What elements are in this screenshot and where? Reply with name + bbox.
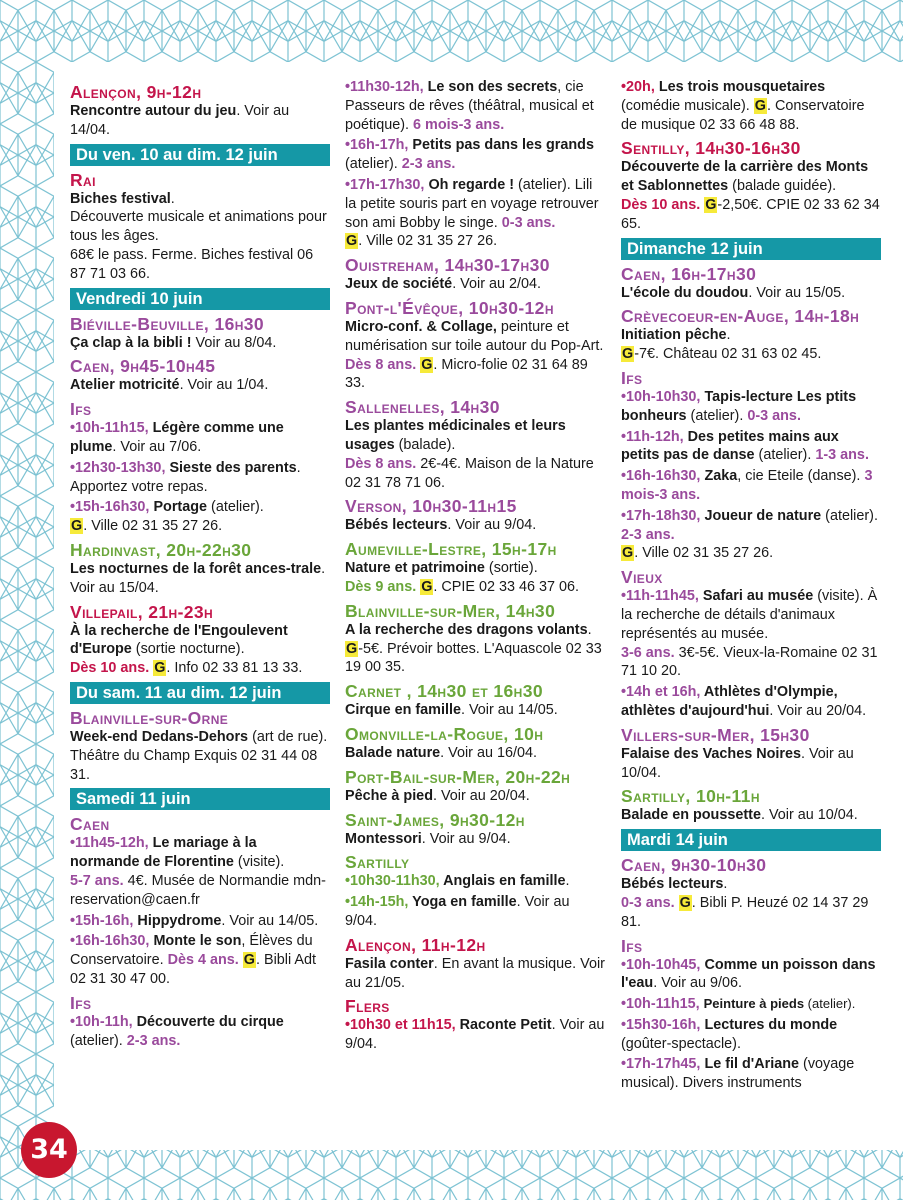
column-2 xyxy=(345,78,605,1056)
date-band: Du ven. 10 au dim. 12 juin xyxy=(70,144,330,166)
column-3 xyxy=(621,78,881,1095)
event-peche-pied: Pêche à pied. Voir au 20/04. xyxy=(345,787,530,804)
place-saint-james: Saint-James, 9h30-12h xyxy=(345,809,525,830)
event-item: •11h30-12h, Le son des secrets, cie Passeurs de rêves (théâtral, musical et poétique). 6 mois-3 ans. xyxy=(345,79,594,133)
event-balade-poussette: Balade en poussette. Voir au 10/04. xyxy=(621,807,858,824)
event-rencontre-jeu: Rencontre autour du jeu. Voir au 14/04. xyxy=(70,103,290,138)
event-ca-clap: Ça clap à la bibli ! Voir au 8/04. xyxy=(70,334,277,351)
event-engoulevent: À la recherche de l'Engoulevent d'Europe (sortie nocturne). Dès 10 ans. G. Info 02 33 81 13 33. xyxy=(70,622,303,677)
place-flers: Flers xyxy=(345,996,390,1017)
place-ifs: Ifs xyxy=(70,992,92,1013)
place-ifs: Ifs xyxy=(621,367,643,388)
event-item: •17h-18h30, Joueur de nature (atelier). 2-3 ans. G. Ville 02 31 35 27 26. xyxy=(621,507,878,562)
event-item: •11h-11h45, Safari au musée (visite). À la recherche de détails d'animaux représentés au musée. 3-6 ans. 3€-5€. Vieux-la-Romaine 02 31 71 10 20. xyxy=(621,588,878,680)
place-verson: Verson, 10h30-11h15 xyxy=(345,496,517,517)
event-atelier-motricite: Atelier motricité. Voir au 1/04. xyxy=(70,377,269,394)
event-balade-nature: Balade nature. Voir au 16/04. xyxy=(345,744,537,761)
place-rai: Rai xyxy=(70,169,96,190)
free-badge: G xyxy=(71,518,83,535)
place-sentilly: Sentilly, 14h30-16h30 xyxy=(621,138,801,159)
event-montessori: Montessori. Voir au 9/04. xyxy=(345,830,511,847)
place-sallenelles: Sallenelles, 14h30 xyxy=(345,397,500,418)
place-caen: Caen xyxy=(70,814,110,835)
event-dragons-volants: A la recherche des dragons volants. G-5€. Prévoir bottes. L'Aquascole 02 33 19 00 35. xyxy=(345,621,602,676)
event-dedans-dehors: Week-end Dedans-Dehors (art de rue). Théâtre du Champ Exquis 02 31 44 08 31. xyxy=(70,728,328,783)
event-item: •10h-11h15, Peinture à pieds (atelier). xyxy=(621,996,856,1013)
place-caen: Caen, 9h30-10h30 xyxy=(621,855,767,876)
event-falaise: Falaise des Vaches Noires. Voir au 10/04. xyxy=(621,745,854,781)
place-pont-leveque: Pont-l'Évêque, 10h30-12h xyxy=(345,297,554,318)
place-blainville-orne: Blainville-sur-Orne xyxy=(70,707,229,728)
place-sartilly: Sartilly, 10h-11h xyxy=(621,786,760,807)
event-item: •16h-16h30, Monte le son, Élèves du Conservatoire. Dès 4 ans. G. Bibli Adt 02 31 30 47 00. xyxy=(70,933,316,987)
event-item: •17h-17h30, Oh regarde ! (atelier). Lili la petite souris part en voyage retrouver son ami Bobby le singe. 0-3 ans. G. Ville 02 31 35 27 26. xyxy=(345,176,599,250)
event-ecole-doudou: L'école du doudou. Voir au 15/05. xyxy=(621,284,846,301)
event-nocturnes: Les nocturnes de la forêt ances-trale. Voir au 15/04. xyxy=(70,560,326,596)
place-ifs: Ifs xyxy=(621,935,643,956)
place-villers: Villers-sur-Mer, 15h30 xyxy=(621,724,810,745)
free-badge: G xyxy=(243,952,255,969)
free-badge: G xyxy=(346,233,358,250)
free-badge: G xyxy=(154,660,166,677)
place-alencon: Alençon, 9h-12h xyxy=(70,82,202,102)
event-item: •15h-16h, Hippydrome. Voir au 14/05. xyxy=(70,912,319,929)
free-badge: G xyxy=(622,545,634,562)
event-bebes-lecteurs: Bébés lecteurs. 0-3 ans. G. Bibli P. Heuzé 02 14 37 29 81. xyxy=(621,876,869,930)
date-band: Du sam. 11 au dim. 12 juin xyxy=(70,682,330,704)
event-nature-patrimoine: Nature et patrimoine (sortie). Dès 9 ans. G. CPIE 02 33 46 37 06. xyxy=(345,560,580,595)
free-badge: G xyxy=(421,356,433,373)
place-portbail: Port-Bail-sur-Mer, 20h-22h xyxy=(345,766,571,787)
place-vieux: Vieux xyxy=(621,567,663,588)
event-fasila: Fasila conter. En avant la musique. Voir au 21/05. xyxy=(345,955,605,991)
place-caen: Caen, 9h45-10h45 xyxy=(70,356,216,377)
place-omonville: Omonville-la-Rogue, 10h xyxy=(345,723,544,744)
place-aumeville: Aumeville-Lestre, 15h-17h xyxy=(345,539,557,560)
date-band: Vendredi 10 juin xyxy=(70,288,330,310)
date-band: Samedi 11 juin xyxy=(70,788,330,810)
event-item: •14h et 16h, Athlètes d'Olympie, athlètes d'aujourd'hui. Voir au 20/04. xyxy=(621,684,867,719)
page-number: 34 xyxy=(21,1122,77,1178)
event-bebes-lecteurs: Bébés lecteurs. Voir au 9/04. xyxy=(345,517,537,534)
date-band: Mardi 14 juin xyxy=(621,829,881,851)
event-jeux-societe: Jeux de société. Voir au 2/04. xyxy=(345,276,541,293)
place-hardinvast: Hardinvast, 20h-22h30 xyxy=(70,539,252,560)
free-badge: G xyxy=(679,894,691,911)
event-item: •11h-12h, Des petites mains aux petits pas de danse (atelier). 1-3 ans. xyxy=(621,428,869,464)
place-alencon: Alençon, 11h-12h xyxy=(345,934,486,955)
place-carnet: Carnet , 14h30 et 16h30 xyxy=(345,681,544,702)
event-micro-conf: Micro-conf. & Collage, peinture et numérisation sur toile autour du Pop-Art. Dès 8 ans. G. Micro-folie 02 31 64 89 33. xyxy=(345,318,604,392)
column-1 xyxy=(70,78,330,1052)
event-item: •11h45-12h, Le mariage à la normande de Florentine (visite). 5-7 ans. 4€. Musée de Normandie mdn-reservation@caen.fr xyxy=(70,835,326,908)
place-villepail: Villepail, 21h-23h xyxy=(70,601,214,622)
event-item: •16h-17h, Petits pas dans les grands (atelier). 2-3 ans. xyxy=(345,137,594,173)
place-blainville-mer: Blainville-sur-Mer, 14h30 xyxy=(345,600,556,621)
event-item: •17h-17h45, Le fil d'Ariane (voyage musical). Divers instruments xyxy=(621,1056,855,1092)
event-item: •16h-16h30, Zaka, cie Eteile (danse). 3 mois-3 ans. xyxy=(621,468,873,503)
event-item: •10h30 et 11h15, Raconte Petit. Voir au 9/04. xyxy=(345,1017,605,1053)
event-item: •10h-11h15, Légère comme une plume. Voir au 7/06. xyxy=(70,420,284,455)
place-sartilly: Sartilly xyxy=(345,852,410,873)
event-plantes: Les plantes médicinales et leurs usages (balade). Dès 8 ans. 2€-4€. Maison de la Nature 02 31 78 71 06. xyxy=(345,418,594,491)
event-item: •10h30-11h30, Anglais en famille. xyxy=(345,873,570,890)
free-badge: G xyxy=(346,640,358,657)
place-bieville: Biéville-Beuville, 16h30 xyxy=(70,313,265,334)
event-item: •15h-16h30, Portage (atelier). G. Ville 02 31 35 27 26. xyxy=(70,499,264,535)
event-biches-festival: Biches festival. Découverte musicale et animations pour tous les âges. 68€ le pass. Ferme. Biches festival 06 87 71 03 66. xyxy=(70,190,327,282)
event-item: •15h30-16h, Lectures du monde (goûter-spectacle). xyxy=(621,1016,838,1052)
event-mousquetaires: •20h, Les trois mousquetaires (comédie musicale). G. Conservatoire de musique 02 33 66 48 88. xyxy=(621,79,865,133)
place-crevecoeur: Crèvecoeur-en-Auge, 14h-18h xyxy=(621,306,860,327)
event-item: •10h-10h30, Tapis-lecture Les ptits bonheurs (atelier). 0-3 ans. xyxy=(621,388,857,424)
free-badge: G xyxy=(421,578,433,595)
place-ifs: Ifs xyxy=(70,399,92,420)
event-item: •14h-15h, Yoga en famille. Voir au 9/04. xyxy=(345,894,570,929)
event-carriere: Découverte de la carrière des Monts et Sablonnettes (balade guidée). Dès 10 ans. G-2,50€. CPIE 02 33 62 34 65. xyxy=(621,159,880,232)
place-caen: Caen, 16h-17h30 xyxy=(621,263,757,284)
free-badge: G xyxy=(622,346,634,363)
event-item: •10h-11h, Découverte du cirque (atelier). 2-3 ans. xyxy=(70,1013,284,1049)
free-badge: G xyxy=(705,196,717,213)
event-cirque-famille: Cirque en famille. Voir au 14/05. xyxy=(345,702,558,719)
event-item: •12h30-13h30, Sieste des parents. Apportez votre repas. xyxy=(70,459,301,495)
place-ouistreham: Ouistreham, 14h30-17h30 xyxy=(345,255,550,276)
free-badge: G xyxy=(754,97,766,114)
event-initiation-peche: Initiation pêche. G-7€. Château 02 31 63 02 45. xyxy=(621,327,822,363)
event-item: •10h-10h45, Comme un poisson dans l'eau. Voir au 9/06. xyxy=(621,956,876,992)
date-band: Dimanche 12 juin xyxy=(621,238,881,260)
